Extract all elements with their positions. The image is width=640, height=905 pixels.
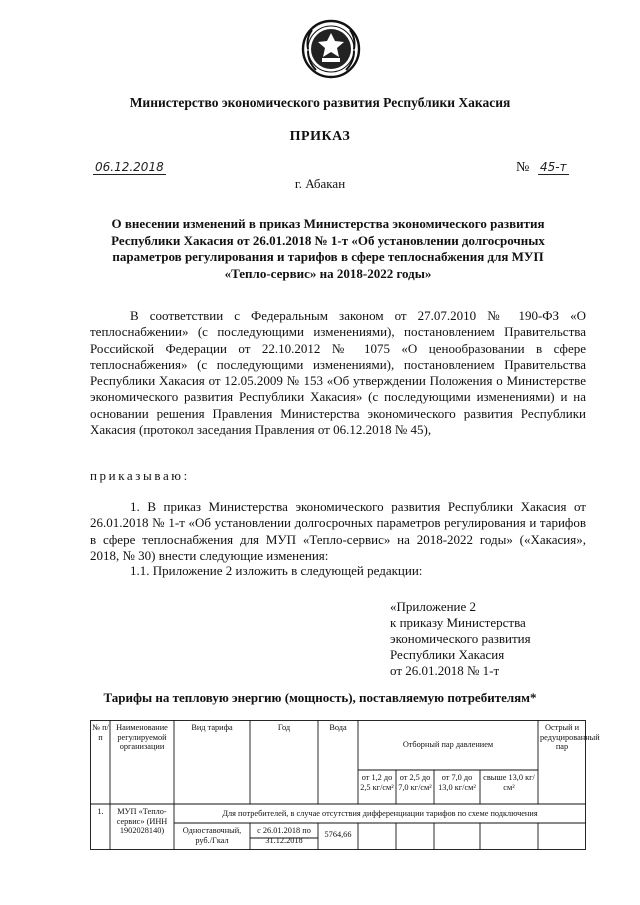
- row-span-note: Для потребителей, в случае отсутствия дифференциации тарифов по схеме подключения: [222, 809, 538, 818]
- order-subject: [100, 216, 556, 282]
- row-water-value: 5764,66: [324, 830, 352, 839]
- subject-line: параметров регулирования и тарифов в сфере теплоснабжения для МУП: [112, 249, 544, 264]
- order-number: 45-т: [540, 160, 567, 174]
- header-num: № п/п: [92, 723, 109, 742]
- header-year: Год: [277, 723, 291, 732]
- item-1-1-paragraph: 1.1. Приложение 2 изложить в следующей редакции:: [130, 563, 423, 578]
- header-steam-pressure: Отборный пар давлением: [402, 740, 494, 749]
- row-period: с 26.01.2018 по 31.12.2018: [257, 826, 311, 845]
- header-sharp-steam: Острый и редуцированный пар: [540, 723, 600, 752]
- header-pressure-3: от 7,0 до 13,0 кг/см²: [438, 773, 476, 792]
- table-title: Тарифы на тепловую энергию (мощность), поставляемую потребителям*: [103, 690, 537, 705]
- row-tariff-type: Одноставочный, руб./Гкал: [182, 826, 242, 845]
- order-number-label: №: [516, 160, 530, 175]
- preamble-paragraph: В соответствии с Федеральным законом от 27.07.2010 № 190-ФЗ «О теплоснабжении» (с последующими изменениями), постановлением Правительства Российской Федерации от 22.10.2012 № 1075 «О ценообразовании в сфере теплоснабжения» (с последующими изменениями), постановлением Правительства Республики Хакасия от 12.05.2009 № 153 «Об утверждении Положения о Министерстве экономического развития Республики Хакасия» (с последующими изменениями) и на основании решения Правления Министерства экономического развития Республики Хакасия (протокол заседания Правления от 06.12.2018 № 45),: [90, 308, 586, 438]
- header-pressure-4: свыше 13,0 кг/см²: [483, 773, 535, 792]
- row-num: 1.: [97, 807, 104, 816]
- appendix-line: экономического развития: [390, 631, 531, 646]
- appendix-line: к приказу Министерства: [390, 615, 526, 630]
- appendix-line: от 26.01.2018 № 1-т: [390, 663, 500, 678]
- subject-line: «Тепло-сервис» на 2018-2022 годы»: [224, 265, 432, 281]
- header-tariff-type: Вид тарифа: [191, 723, 233, 732]
- order-date: 06.12.2018: [95, 160, 164, 174]
- header-organization: Наименование регулируемой организации: [116, 723, 168, 752]
- subject-line: Республики Хакасия от 26.01.2018 № 1-т «Об установлении долгосрочных: [111, 232, 545, 248]
- subject-line: О внесении изменений в приказ Министерства экономического развития: [111, 216, 545, 231]
- header-water: Вода: [329, 723, 347, 732]
- header-pressure-2: от 2,5 до 7,0 кг/см²: [398, 773, 432, 792]
- order-word: приказываю:: [90, 468, 190, 483]
- coat-of-arms-icon: [300, 18, 362, 80]
- item-1-paragraph: 1. В приказ Министерства экономического развития Республики Хакасия от 26.01.2018 № 1-т «Об установлении долгосрочных параметров регулирования и тарифов в сфере теплоснабжения для МУП «Тепло-сервис» на 2018-2022 годы» («Хакасия», 2018, № 30) внести следующие изменения:: [90, 499, 586, 563]
- tariff-table: [90, 720, 600, 850]
- city: г. Абакан: [294, 176, 346, 191]
- document-type: ПРИКАЗ: [289, 129, 351, 144]
- appendix-line: Республики Хакасия: [390, 647, 505, 662]
- appendix-line: «Приложение 2: [390, 599, 477, 614]
- ministry-name: Министерство экономического развития Республики Хакасия: [129, 95, 511, 110]
- header-pressure-1: от 1,2 до 2,5 кг/см²: [360, 773, 394, 792]
- row-organization: МУП «Тепло-сервис» (ИНН 1902028140): [116, 807, 168, 836]
- appendix-reference: [390, 599, 531, 679]
